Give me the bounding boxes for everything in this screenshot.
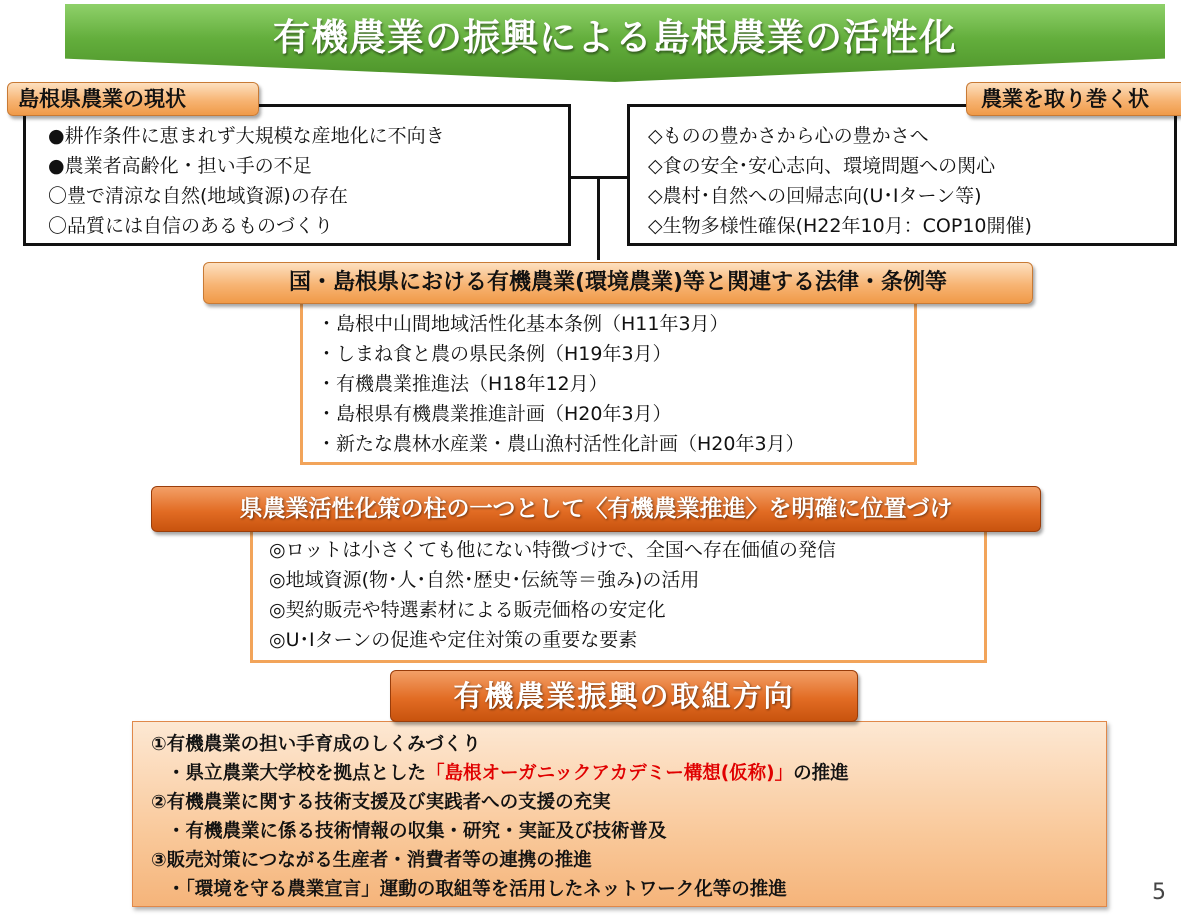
pillar-item: ◎ロットは小さくても他にない特徴づけで、全国へ存在価値の発信 — [269, 539, 836, 561]
law-item: ・新たな農林水産業・農山漁村活性化計画（H20年3月） — [317, 433, 805, 455]
law-item: ・しまね食と農の県民条例（H19年3月） — [317, 343, 672, 365]
pillar-heading: 県農業活性化策の柱の一つとして〈有機農業推進〉を明確に位置づけ — [151, 486, 1041, 532]
laws-box — [300, 297, 917, 465]
environment-item: ◇生物多様性確保(H22年10月：COP10開催) — [648, 215, 1032, 237]
status-heading: 島根県農業の現状 — [7, 82, 259, 116]
pillar-item: ◎契約販売や特選素材による販売価格の安定化 — [269, 599, 666, 621]
environment-item: ◇食の安全･安心志向、環境問題への関心 — [648, 155, 996, 177]
direction-item-3-sub: ・「環境を守る農業宣言」運動の取組等を活用したネットワーク化等の推進 — [167, 879, 787, 900]
pillar-item: ◎地域資源(物･人･自然･歴史･伝統等＝強み)の活用 — [269, 569, 700, 591]
environment-heading: 農業を取り巻く状 — [966, 82, 1181, 116]
page-number: 5 — [1152, 880, 1166, 905]
environment-item: ◇農村･自然への回帰志向(U･Iターン等) — [648, 185, 982, 207]
direction-item-1-sub-suffix: の推進 — [793, 763, 849, 784]
law-item: ・島根県有機農業推進計画（H20年3月） — [317, 403, 672, 425]
environment-box — [627, 104, 1177, 246]
status-item: ●農業者高齢化・担い手の不足 — [48, 155, 312, 177]
pillar-item: ◎U･Iターンの促進や定住対策の重要な要素 — [269, 629, 638, 651]
status-item: ●耕作条件に恵まれず大規模な産地化に不向き — [48, 125, 445, 147]
law-item: ・有機農業推進法（H18年12月） — [317, 373, 608, 395]
pillar-box — [250, 520, 987, 663]
page-title: 有機農業の振興による島根農業の活性化 — [273, 16, 957, 59]
environment-item: ◇ものの豊かさから心の豊かさへ — [648, 125, 929, 147]
status-item: 〇豊で清涼な自然(地域資源)の存在 — [48, 185, 348, 207]
laws-heading: 国・島根県における有機農業(環境農業)等と関連する法律・条例等 — [203, 262, 1033, 304]
direction-item-3: ③販売対策につながる生産者・消費者等の連携の推進 — [151, 850, 592, 871]
status-box — [23, 104, 571, 246]
connector-vertical — [597, 176, 600, 260]
direction-item-2-sub: ・有機農業に係る技術情報の収集・研究・実証及び技術普及 — [167, 821, 667, 842]
direction-heading: 有機農業振興の取組方向 — [390, 670, 858, 722]
direction-box — [132, 721, 1107, 907]
academy-highlight: 「島根オーガニックアカデミー構想(仮称)」 — [426, 763, 794, 784]
direction-item-1: ①有機農業の担い手育成のしくみづくり — [151, 734, 481, 755]
status-item: 〇品質には自信のあるものづくり — [48, 215, 334, 237]
direction-item-2: ②有機農業に関する技術支援及び実践者への支援の充実 — [151, 792, 611, 813]
connector-horizontal — [570, 176, 630, 179]
law-item: ・島根中山間地域活性化基本条例（H11年3月） — [317, 313, 729, 335]
direction-item-1-sub — [151, 759, 1106, 788]
direction-item-1-sub-prefix: ・県立農業大学校を拠点とした — [167, 763, 427, 784]
